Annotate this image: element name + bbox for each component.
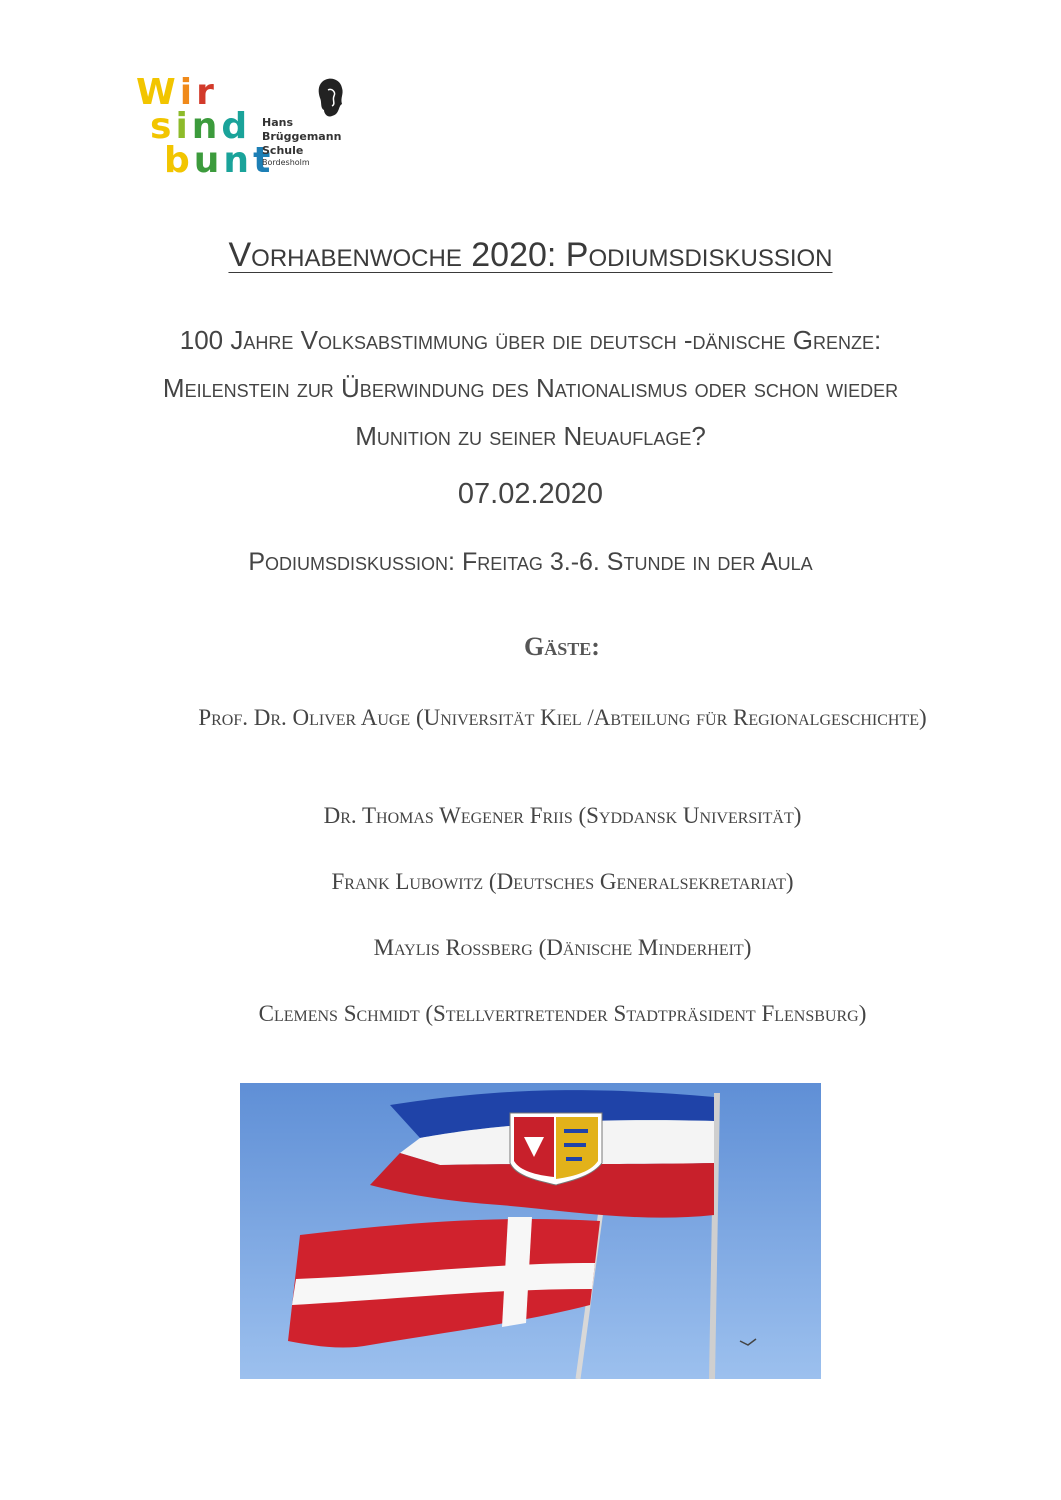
flags-photo <box>240 1083 821 1379</box>
school-logo <box>136 72 376 191</box>
logo-school-line: Brüggemann <box>262 130 342 143</box>
page-title <box>0 236 1061 275</box>
page-title-text: Vorhabenwoche 2020: Podiumsdiskussion <box>228 236 833 274</box>
subtitle: 100 Jahre Volksabstimmung über die deutsch -dänische Grenze: Meilenstein zur Überwindung des Nationalismus oder schon wieder Munition zu seiner Neuauflage? <box>162 325 899 451</box>
logo-letter: s <box>150 106 176 147</box>
logo-letter: i <box>175 106 192 147</box>
logo-letter: n <box>223 140 254 181</box>
logo-letter: i <box>179 72 197 113</box>
guest-item: Maylis Rossberg (Dänische Minderheit) <box>373 935 752 960</box>
event-date: 07.02.2020 <box>457 478 604 510</box>
logo-letter: u <box>193 140 224 181</box>
guest-item: Dr. Thomas Wegener Friis (Syddansk Universität) <box>323 803 802 828</box>
portrait-head-icon <box>310 76 350 120</box>
logo-school-line: Schule <box>262 144 304 157</box>
logo-school-line: Hans <box>262 116 294 129</box>
logo-letter: r <box>196 72 218 113</box>
guests-heading: Gäste: <box>524 632 600 661</box>
logo-school-name <box>262 116 341 168</box>
guest-item: Frank Lubowitz (Deutsches Generalsekretariat) <box>331 869 794 894</box>
logo-letter: t <box>253 140 275 181</box>
logo-letter: d <box>221 106 252 147</box>
logo-town: Bordesholm <box>262 158 310 167</box>
logo-letter: W <box>136 72 180 113</box>
flags-illustration <box>240 1083 821 1379</box>
guest-item: Prof. Dr. Oliver Auge (Universität Kiel /Abteilung für Regionalgeschichte) <box>198 705 927 730</box>
session-info: Podiumsdiskussion: Freitag 3.-6. Stunde in der Aula <box>248 548 813 576</box>
logo-letter: n <box>191 106 222 147</box>
guest-item: Clemens Schmidt (Stellvertretender Stadtpräsident Flensburg) <box>258 1001 867 1026</box>
logo-letter: b <box>164 140 194 181</box>
logo-wordmark <box>136 72 275 181</box>
